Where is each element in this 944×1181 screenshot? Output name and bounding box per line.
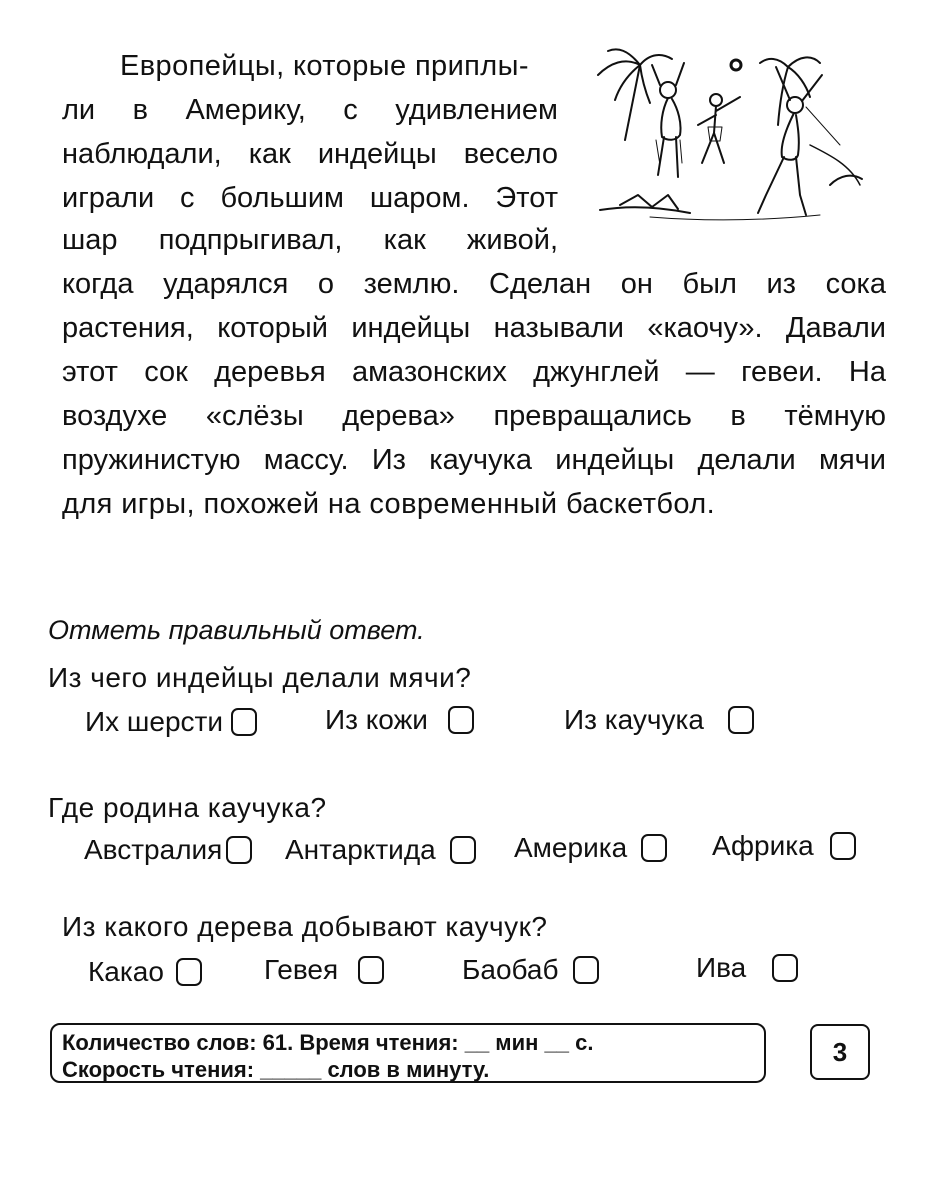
story-line-1: Европейцы, которые приплы- xyxy=(120,50,529,82)
reading-stats-box xyxy=(50,1023,766,1083)
q3-option-1-checkbox[interactable] xyxy=(176,958,202,986)
q1-option-2-checkbox[interactable] xyxy=(448,706,474,734)
q3-option-4 xyxy=(696,952,798,984)
q1-option-2-label: Из кожи xyxy=(325,704,428,735)
story-line-4: играли с большим шаром. Этот xyxy=(62,182,558,214)
q1-option-3 xyxy=(564,704,754,736)
q3-option-1 xyxy=(88,956,202,988)
q1-option-2 xyxy=(325,704,474,736)
q2-option-2-checkbox[interactable] xyxy=(450,836,476,864)
q1-option-3-checkbox[interactable] xyxy=(728,706,754,734)
q2-option-1-checkbox[interactable] xyxy=(226,836,252,864)
q2-option-1-label: Австралия xyxy=(84,834,223,865)
q3-option-4-checkbox[interactable] xyxy=(772,954,798,982)
story-line-11: для игры, похожей на современный баскетбол. xyxy=(62,488,716,520)
q1-option-1-label: Их шерсти xyxy=(85,706,223,737)
q2-option-3-checkbox[interactable] xyxy=(641,834,667,862)
q2-option-2 xyxy=(285,834,476,866)
q3-option-2-checkbox[interactable] xyxy=(358,956,384,984)
q3-option-3-checkbox[interactable] xyxy=(573,956,599,984)
q2-option-3 xyxy=(514,832,667,864)
question-3: Из какого дерева добывают каучук? xyxy=(62,911,548,942)
q3-option-3-label: Баобаб xyxy=(462,954,559,985)
reading-speed-line: Скорость чтения: _____ слов в минуту. xyxy=(62,1057,490,1082)
q1-option-1 xyxy=(85,706,257,738)
story-line-8: этот сок деревья амазонских джунглей — гевеи. На xyxy=(62,356,886,388)
story-line-3: наблюдали, как индейцы весело xyxy=(62,138,558,170)
question-2: Где родина каучука? xyxy=(48,792,327,823)
story-line-2: ли в Америку, с удивлением xyxy=(62,94,558,126)
q2-option-1 xyxy=(84,834,252,866)
story-line-5: шар подпрыгивал, как живой, xyxy=(62,224,558,256)
q3-option-2-label: Гевея xyxy=(264,954,339,985)
story-line-10: пружинистую массу. Из каучука индейцы делали мячи xyxy=(62,444,886,476)
story-line-6: когда ударялся о землю. Сделан он был из сока xyxy=(62,268,886,300)
q3-option-4-label: Ива xyxy=(696,952,747,983)
q3-option-1-label: Какао xyxy=(88,956,164,987)
word-count-line: Количество слов: 61. Время чтения: __ мин __ с. xyxy=(62,1030,594,1055)
q1-option-3-label: Из каучука xyxy=(564,704,704,735)
story-line-7: растения, который индейцы называли «каочу». Давали xyxy=(62,312,886,344)
story-line-9: воздухе «слёзы дерева» превращались в тёмную xyxy=(62,400,886,432)
q1-option-1-checkbox[interactable] xyxy=(231,708,257,736)
page-number: 3 xyxy=(810,1024,870,1080)
q2-option-4 xyxy=(712,830,856,862)
q2-option-3-label: Америка xyxy=(514,832,628,863)
players-illustration xyxy=(590,45,882,230)
q2-option-4-label: Африка xyxy=(712,830,814,861)
q3-option-3 xyxy=(462,954,599,986)
question-1: Из чего индейцы делали мячи? xyxy=(48,662,472,693)
q3-option-2 xyxy=(264,954,384,986)
q2-option-4-checkbox[interactable] xyxy=(830,832,856,860)
instruction-text: Отметь правильный ответ. xyxy=(48,615,425,645)
q2-option-2-label: Антарктида xyxy=(285,834,436,865)
